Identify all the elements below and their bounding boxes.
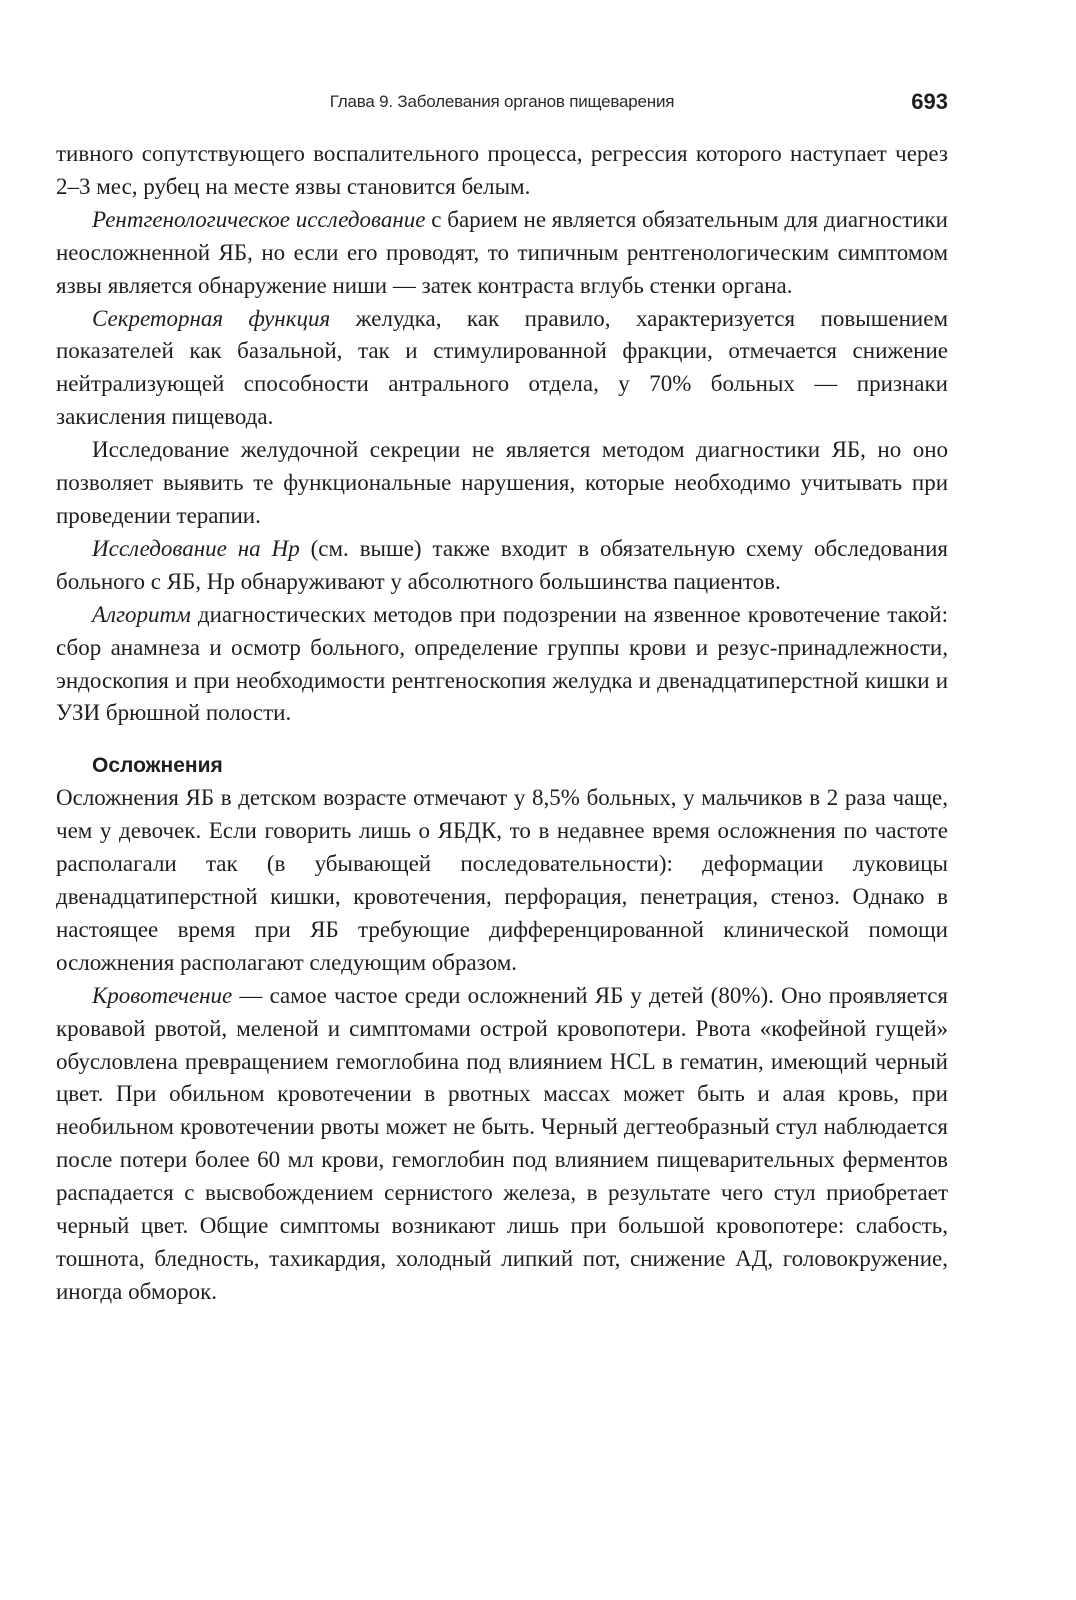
- paragraph-lead: Секреторная функция: [92, 305, 331, 331]
- paragraph-bleeding: [56, 980, 948, 1309]
- paragraph-text: Осложнения ЯБ в детском возрасте отмечают у 8,5% больных, у мальчиков в 2 раза чаще, чем у девочек. Если говорить лишь о ЯБДК, то в недавнее время осложнения по частоте располагали так (в убывающей последовательности): деформации луковицы двенадцатиперстной кишки, кровотечения, перфорация, пенетрация, стеноз. Однако в настоящее время при ЯБ требующие дифференцированной клинической помощи осложнения располагают следующим образом.: [56, 785, 948, 975]
- paragraph-xray: [56, 204, 948, 303]
- paragraph-text: — самое частое среди осложнений ЯБ у детей (80%). Оно проявляется кровавой рвотой, меленой и симптомами острой кровопотери. Рвота «кофейной гущей» обусловлена превращением гемоглобина под влиянием HCL в гематин, имеющий черный цвет. При обильном кровотечении в рвотных массах может быть и алая кровь, при необильном кровотечении рвоты может не быть. Черный дегтеобразный стул наблюдается после потери более 60 мл крови, гемоглобин под влиянием пищеварительных ферментов распадается с высвобождением сернистого железа, в результате чего стул приобретает черный цвет. Общие симптомы возникают лишь при большой кровопотере: слабость, тошнота, бледность, тахикардия, холодный липкий пот, снижение АД, головокружение, иногда обморок.: [56, 982, 948, 1304]
- paragraph-text: с барием не является обязательным для диагностики неосложненной ЯБ, но если его проводят, то типичным рентгенологическим симптомом язвы является обнаружение ниши — затек контраста вглубь стенки органа.: [56, 206, 948, 298]
- paragraph-text: желудка, как правило, характеризуется повышением показателей как базальной, так и стимулированной фракции, отмечается снижение нейтрализующей способности антрального отдела, у 70% больных — признаки закисления пищевода.: [56, 305, 949, 430]
- paragraph-lead: Алгоритм: [92, 601, 191, 627]
- paragraph-lead: Исследование на Нр: [92, 535, 300, 561]
- running-title: Глава 9. Заболевания органов пищеварения: [329, 92, 675, 111]
- paragraph-text: (см. выше) также входит в обязательную схему обследования больного с ЯБ, Нр обнаруживают у абсолютного большинства пациентов.: [56, 535, 948, 594]
- paragraph-secretory: [56, 303, 948, 435]
- page-body: [56, 138, 948, 1309]
- paragraph-secretion-study: [56, 434, 948, 533]
- paragraph-lead: Кровотечение: [92, 982, 233, 1008]
- paragraph-text: диагностических методов при подозрении на язвенное кровотечение такой: сбор анамнеза и осмотр больного, определение группы крови и резус-принадлежности, эндоскопия и при необходимости рентгеноскопия желудка и двенадцатиперстной кишки и УЗИ брюшной полости.: [56, 601, 948, 726]
- paragraph-hp-study: [56, 533, 948, 599]
- paragraph-text: Исследование желудочной секреции не является методом диагностики ЯБ, но оно позволяет выявить те функциональные нарушения, которые необходимо учитывать при проведении терапии.: [56, 437, 948, 528]
- section-heading: Осложнения: [92, 754, 223, 778]
- paragraph-complications: [56, 782, 948, 979]
- paragraph-continuation: [56, 138, 948, 204]
- running-head: [56, 89, 948, 122]
- paragraph-text: тивного сопутствующего воспалительного процесса, регрессия которого наступает через 2–3 мес, рубец на месте язвы становится белым.: [56, 141, 948, 199]
- page-number: 693: [911, 89, 948, 114]
- paragraph-algorithm: [56, 599, 948, 731]
- paragraph-lead: Рентгенологическое исследование: [92, 206, 426, 232]
